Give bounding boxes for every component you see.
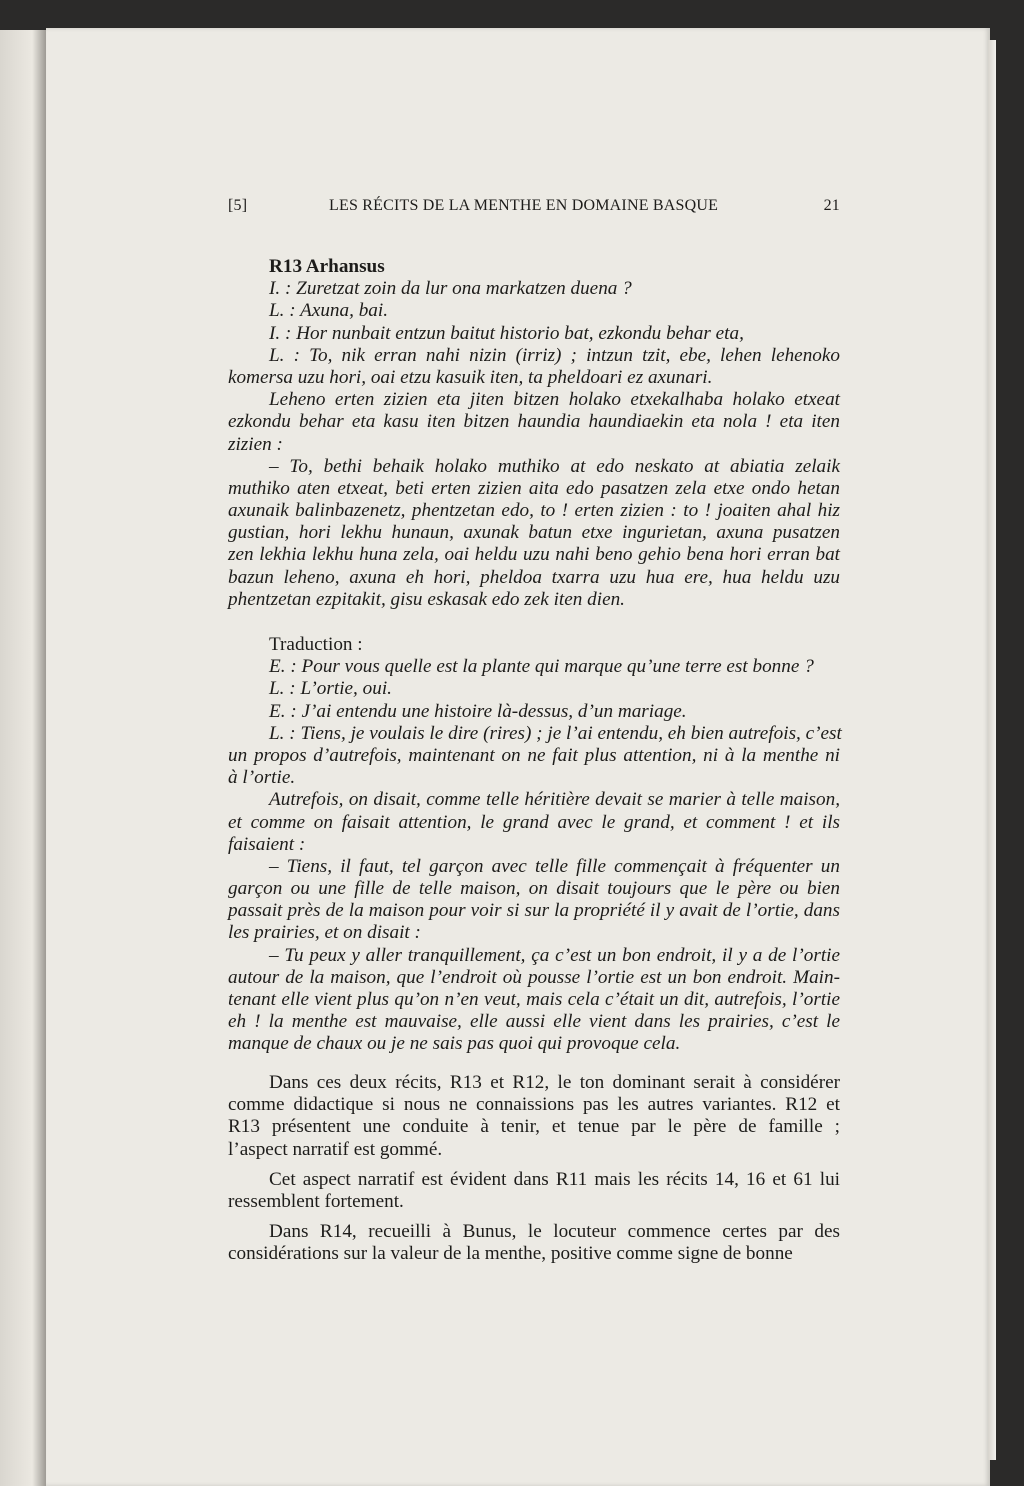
page-stack-edge [988,40,996,1460]
text-line: L. : Tiens, je voulais le dire (rires) ; je l’ai entendu, eh bien autrefois, c’est [269,722,842,744]
text-line: comme didactique si nous ne connaissions pas les autres variantes. R12 et [228,1094,840,1116]
text-line: zen lekhia lekhu huna zela, oai heldu uzu nahi beno gehio bena hori erran bat [228,544,840,566]
french-translation [228,634,840,1056]
text-line: tenant elle vient plus qu’on n’en veut, mais cela c’était un dit, autrefois, l’ortie [228,989,840,1010]
text-line: komersa uzu hori, oai etzu kasuik iten, ta pheldoari ez axunari. [228,366,713,388]
facing-page-edge [0,30,46,1486]
text-line: ressemblent fortement. [228,1190,404,1212]
text-line: et comme on faisait attention, le grand avec le grand, et comment ! et ils [228,811,840,833]
running-header [228,197,840,221]
text-line: les prairies, et on disait : [228,922,421,944]
text-line: à l’ortie. [228,767,296,789]
text-line: bazun leheno, axuna eh hori, pheldoa txarra uzu hua ere, hua heldu uzu [228,566,840,588]
text-line: zizien : [228,433,283,455]
text-line: Leheno erten zizien eta jiten bitzen holako etxekalhaba holako etxeat [269,389,840,411]
text-line: garçon ou une fille de telle maison, on disait toujours que le père ou bien [228,878,840,900]
text-line: phentzetan ezpitakit, gisu eskasak edo zek iten dien. [228,588,625,610]
text-line: – To, bethi behaik holako muthiko at edo neskato at abiatia zelaik [269,455,840,477]
text-line: Autrefois, on disait, comme telle héritière devait se marier à telle maison, [269,789,840,811]
story-title: R13 Arhansus [269,256,385,277]
text-line: un propos d’autrefois, maintenant on ne fait plus attention, ni à la menthe ni [228,744,840,766]
text-line: Cet aspect narratif est évident dans R11 mais les récits 14, 16 et 61 lui [269,1168,840,1190]
text-line: faisaient : [228,833,306,855]
basque-transcript [228,256,840,611]
text-line: L. : L’ortie, oui. [269,678,392,700]
text-line: L. : To, nik erran nahi nizin (irriz) ; intzun tzit, ebe, lehen lehenoko [269,344,840,366]
translation-label: Traduction : [269,634,363,655]
body-text [228,1072,840,1266]
page-number: 21 [823,197,840,214]
text-line: ezkondu behar eta kasu iten bitzen haundia haundiaekin eta nola ! eta iten [228,411,840,433]
text-line: autour de la maison, que l’endroit où pousse l’ortie est un bon endroit. Main- [228,966,840,988]
text-line: I. : Zuretzat zoin da lur ona markatzen duena ? [269,278,632,300]
text-line: eh ! la menthe est mauvaise, elle aussi elle vient dans les prairies, c’est le [228,1011,840,1033]
text-line: R13 présentent une conduite à tenir, et tenue par le père de famille ; [228,1116,840,1138]
text-line: manque de chaux ou je ne sais pas quoi qui provoque cela. [228,1033,681,1055]
text-line: axunaik balinbazenetz, phentzetan edo, to ! erten zizien : to ! joaiten ahal hiz [228,500,840,522]
text-line: Dans ces deux récits, R13 et R12, le ton dominant serait à considérer [269,1072,840,1093]
text-line: – Tiens, il faut, tel garçon avec telle fille commençait à fréquenter un [269,855,840,877]
text-line: E. : Pour vous quelle est la plante qui marque qu’une terre est bonne ? [269,656,814,678]
text-line: L. : Axuna, bai. [269,300,389,322]
text-line: passait près de la maison pour voir si sur la propriété il y avait de l’ortie, dans [228,900,840,922]
text-line: l’aspect narratif est gommé. [228,1138,443,1160]
text-line: gustian, hori lekhu hunaun, axunak batun etxe ingurietan, axuna pusatzen [228,522,840,544]
text-line: I. : Hor nunbait entzun baitut historio bat, ezkondu behar eta, [269,322,744,344]
text-line: – Tu peux y aller tranquillement, ça c’est un bon endroit, il y a de l’ortie [269,944,840,966]
text-line: E. : J’ai entendu une histoire là-dessus, d’un mariage. [269,700,687,722]
text-line: considérations sur la valeur de la menthe, positive comme signe de bonne [228,1243,793,1265]
section-marker: [5] [228,197,248,214]
text-line: muthiko aten etxeat, beti erten zizien aita edo pasatzen zela etxe ondo hetan [228,477,840,499]
text-line: Dans R14, recueilli à Bunus, le locuteur commence certes par des [269,1221,840,1243]
running-title: LES RÉCITS DE LA MENTHE EN DOMAINE BASQUE [329,197,719,214]
